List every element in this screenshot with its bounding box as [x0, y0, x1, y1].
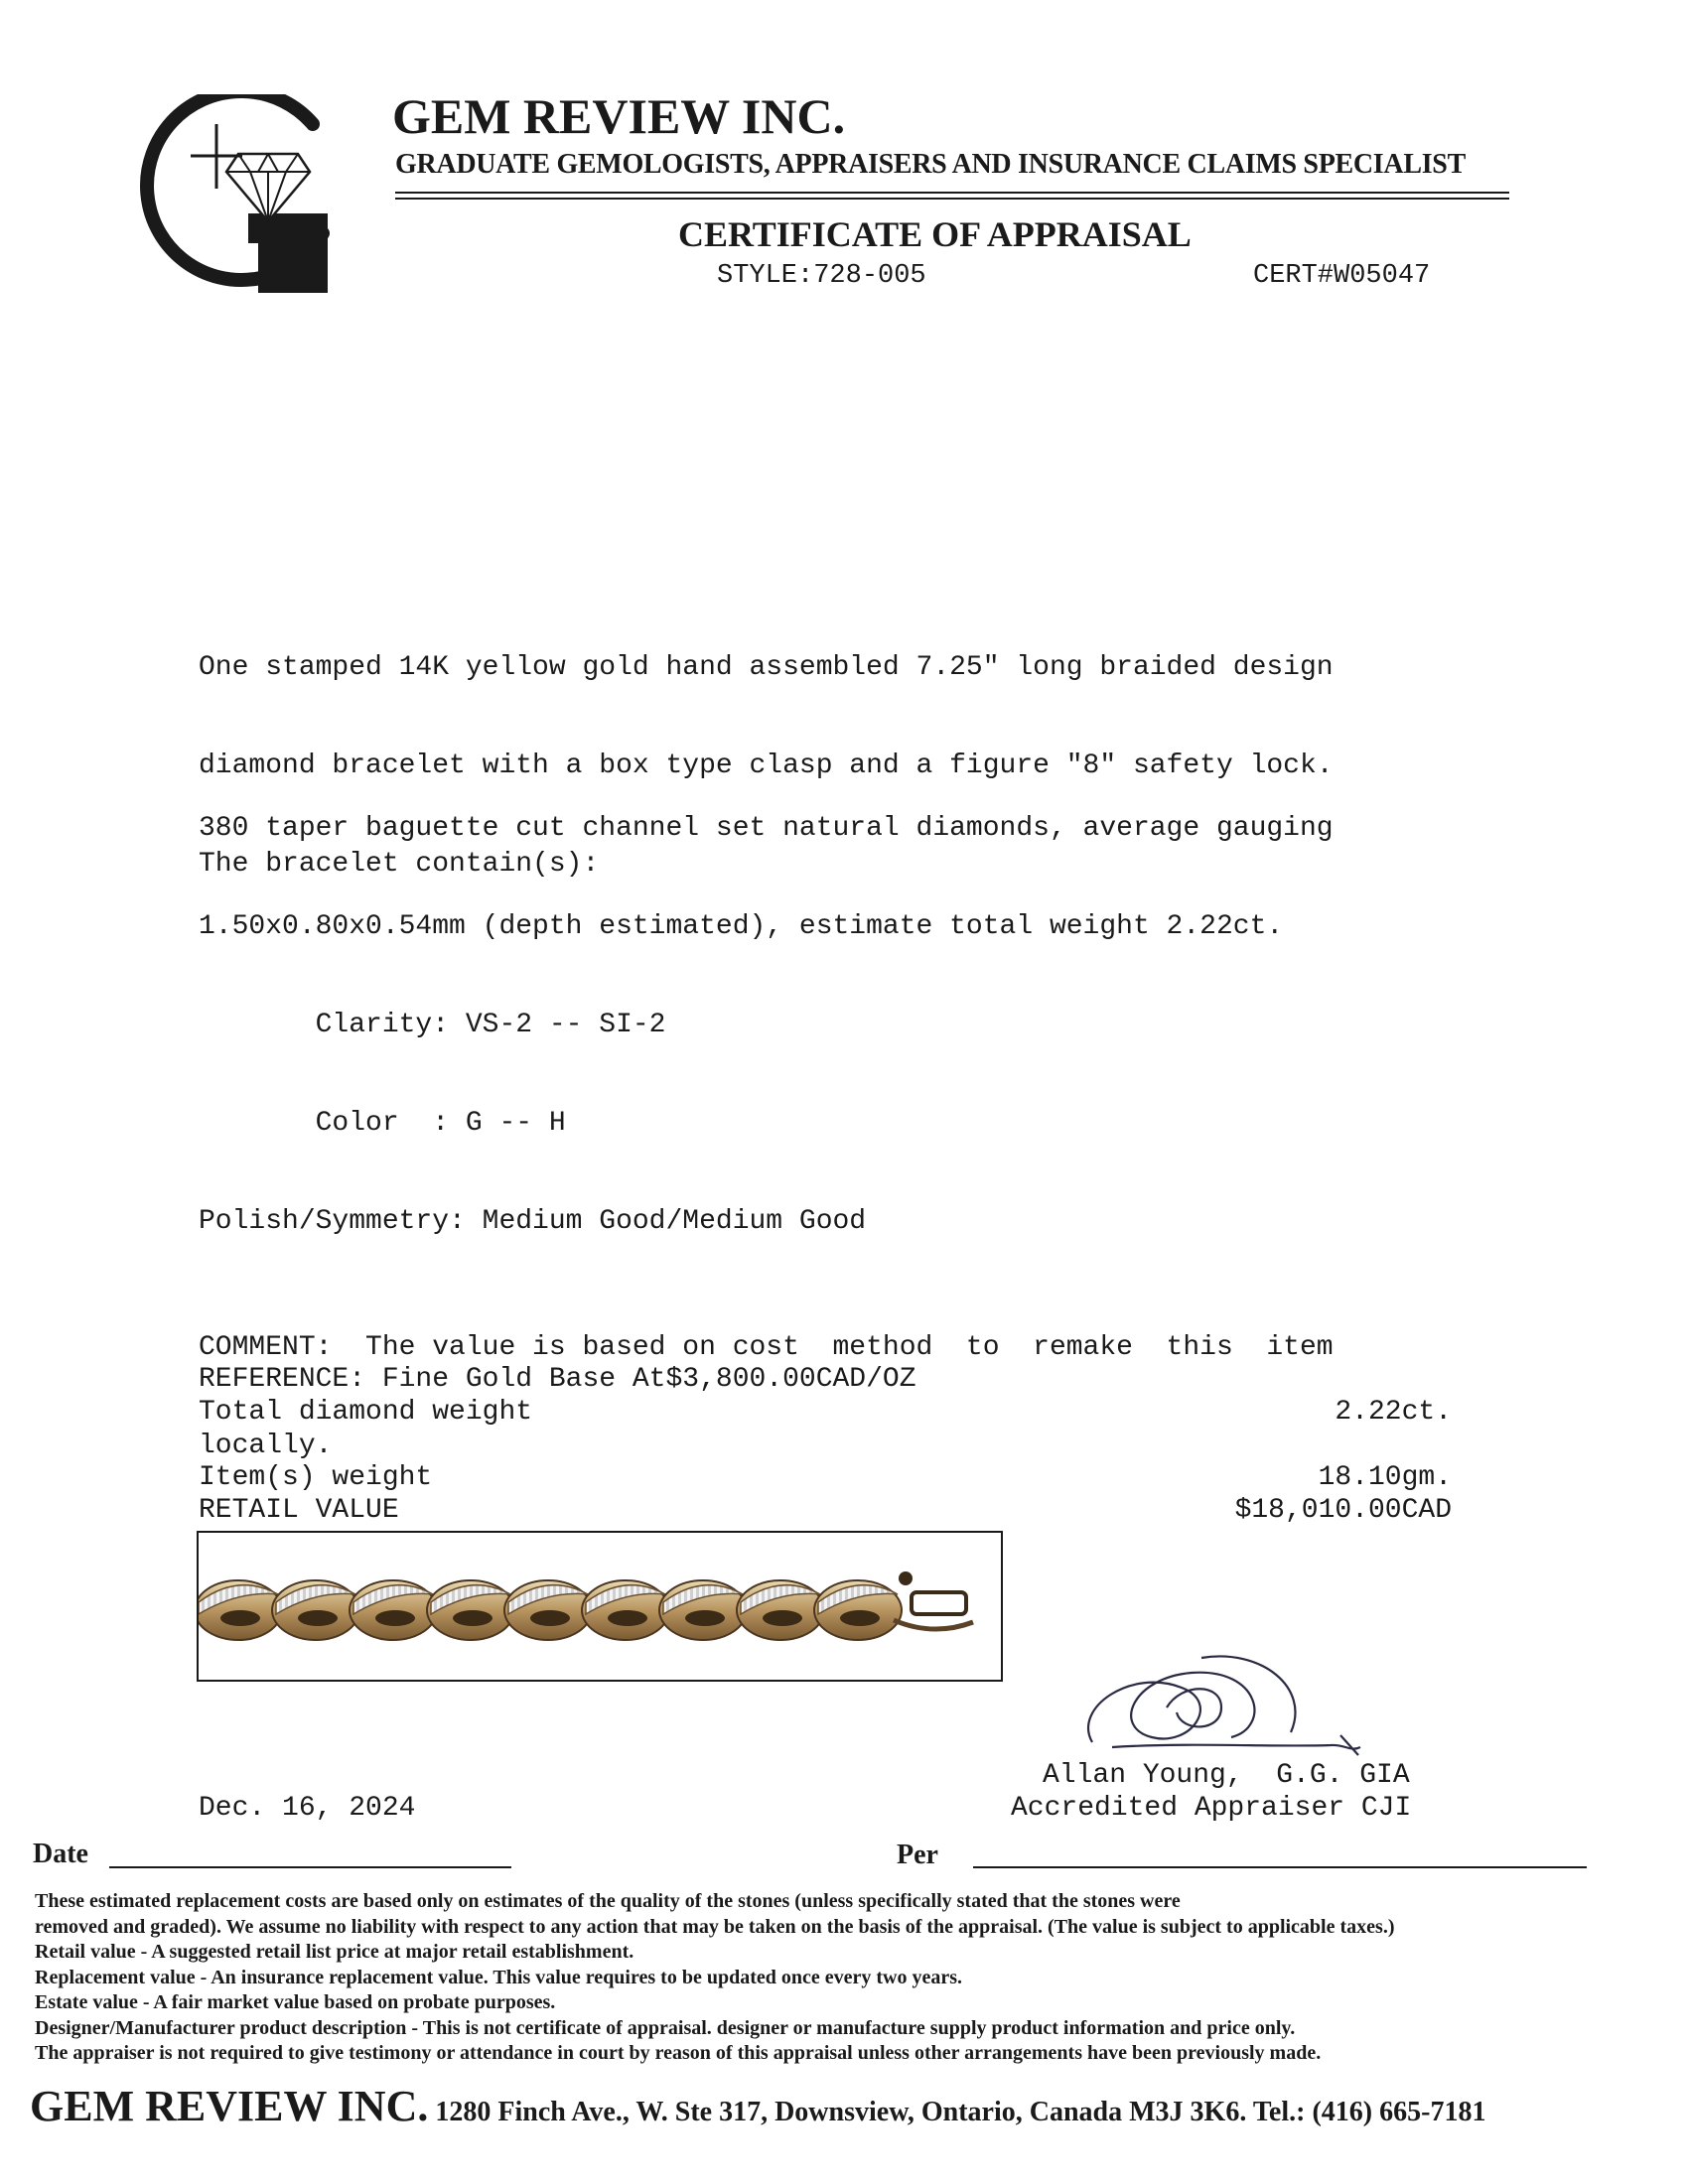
disclaimer-line: The appraiser is not required to give testimony or attendance in court by reason of this appraisal unless other arrangements have been previously made.	[35, 2042, 1322, 2064]
diamond-weight-value: 2.22ct.	[1335, 1397, 1452, 1428]
appraisal-date: Dec. 16, 2024	[199, 1793, 416, 1824]
retail-value: $18,010.00CAD	[1234, 1495, 1452, 1526]
header-divider	[395, 198, 1509, 200]
g-diamond-logo-icon	[139, 94, 338, 293]
comment-line: locally.	[199, 1431, 333, 1461]
comment-line: COMMENT: The value is based on cost method to remake this item	[199, 1332, 1334, 1363]
disclaimer-line: These estimated replacement costs are based only on estimates of the quality of the stones (unless specifically stated that the stones were	[35, 1890, 1181, 1912]
stone-color: Color : G -- H	[199, 1108, 566, 1139]
bracelet-link	[350, 1580, 437, 1640]
per-signature-line	[973, 1866, 1587, 1868]
footer-company-name: GEM REVIEW INC.	[30, 2082, 429, 2130]
description-line: diamond bracelet with a box type clasp and a figure "8" safety lock.	[199, 751, 1334, 781]
disclaimer-line: Estate value - A fair market value based on probate purposes.	[35, 1991, 556, 2013]
footer	[30, 2081, 1485, 2131]
bracelet-link	[737, 1580, 824, 1640]
item-weight-value: 18.10gm.	[1318, 1462, 1452, 1493]
bracelet-image	[199, 1533, 1001, 1680]
disclaimer	[35, 1889, 1683, 2067]
stone-line: 380 taper baguette cut channel set natural diamonds, average gauging	[199, 813, 1334, 844]
style-number: STYLE:728-005	[717, 261, 926, 291]
footer-address: 1280 Finch Ave., W. Ste 317, Downsview, Ontario, Canada M3J 3K6. Tel.: (416) 665-7181	[428, 2097, 1486, 2127]
bracelet-photo	[197, 1531, 1003, 1682]
bracelet-link	[199, 1580, 282, 1640]
disclaimer-line: Retail value - A suggested retail list price at major retail establishment.	[35, 1941, 634, 1963]
bracelet-link	[504, 1580, 592, 1640]
appraiser-title: Accredited Appraiser CJI	[1011, 1793, 1412, 1824]
bracelet-link	[272, 1580, 359, 1640]
bracelet-link	[659, 1580, 747, 1640]
certificate-title: CERTIFICATE OF APPRAISAL	[678, 214, 1192, 254]
company-name: GEM REVIEW INC.	[392, 88, 846, 144]
cert-number: CERT#W05047	[1253, 261, 1431, 291]
reference-line: REFERENCE: Fine Gold Base At$3,800.00CAD/OZ	[199, 1364, 916, 1395]
disclaimer-line: Designer/Manufacturer product description - This is not certificate of appraisal. designer or manufacture supply product information and price only.	[35, 2016, 1296, 2039]
company-tagline: GRADUATE GEMOLOGISTS, APPRAISERS AND INSURANCE CLAIMS SPECIALIST	[395, 149, 1466, 180]
bracelet-link	[814, 1580, 902, 1640]
per-label: Per	[897, 1840, 938, 1870]
appraiser-name: Allan Young, G.G. GIA	[1043, 1760, 1410, 1791]
item-weight-label: Item(s) weight	[199, 1462, 433, 1493]
bracelet-link	[427, 1580, 514, 1640]
date-signature-line	[109, 1866, 511, 1868]
stone-details	[199, 747, 1334, 1271]
bracelet-link	[582, 1580, 669, 1640]
description-line: One stamped 14K yellow gold hand assembled 7.25" long braided design	[199, 652, 1334, 683]
stone-polish: Polish/Symmetry: Medium Good/Medium Good	[199, 1206, 867, 1237]
disclaimer-line: removed and graded). We assume no liability with respect to any action that may be taken on the basis of the appraisal. (The value is subject to applicable taxes.)	[35, 1915, 1395, 1938]
disclaimer-line: Replacement value - An insurance replacement value. This value requires to be updated once every two years.	[35, 1966, 963, 1988]
diamond-weight-label: Total diamond weight	[199, 1397, 533, 1428]
description-line: The bracelet contain(s):	[199, 849, 600, 880]
stone-clarity: Clarity: VS-2 -- SI-2	[199, 1010, 666, 1040]
stone-line: 1.50x0.80x0.54mm (depth estimated), estimate total weight 2.22ct.	[199, 911, 1284, 942]
retail-value-label: RETAIL VALUE	[199, 1495, 399, 1526]
appraiser-signature	[1072, 1648, 1390, 1767]
date-label: Date	[33, 1839, 88, 1869]
header-divider	[395, 192, 1509, 194]
